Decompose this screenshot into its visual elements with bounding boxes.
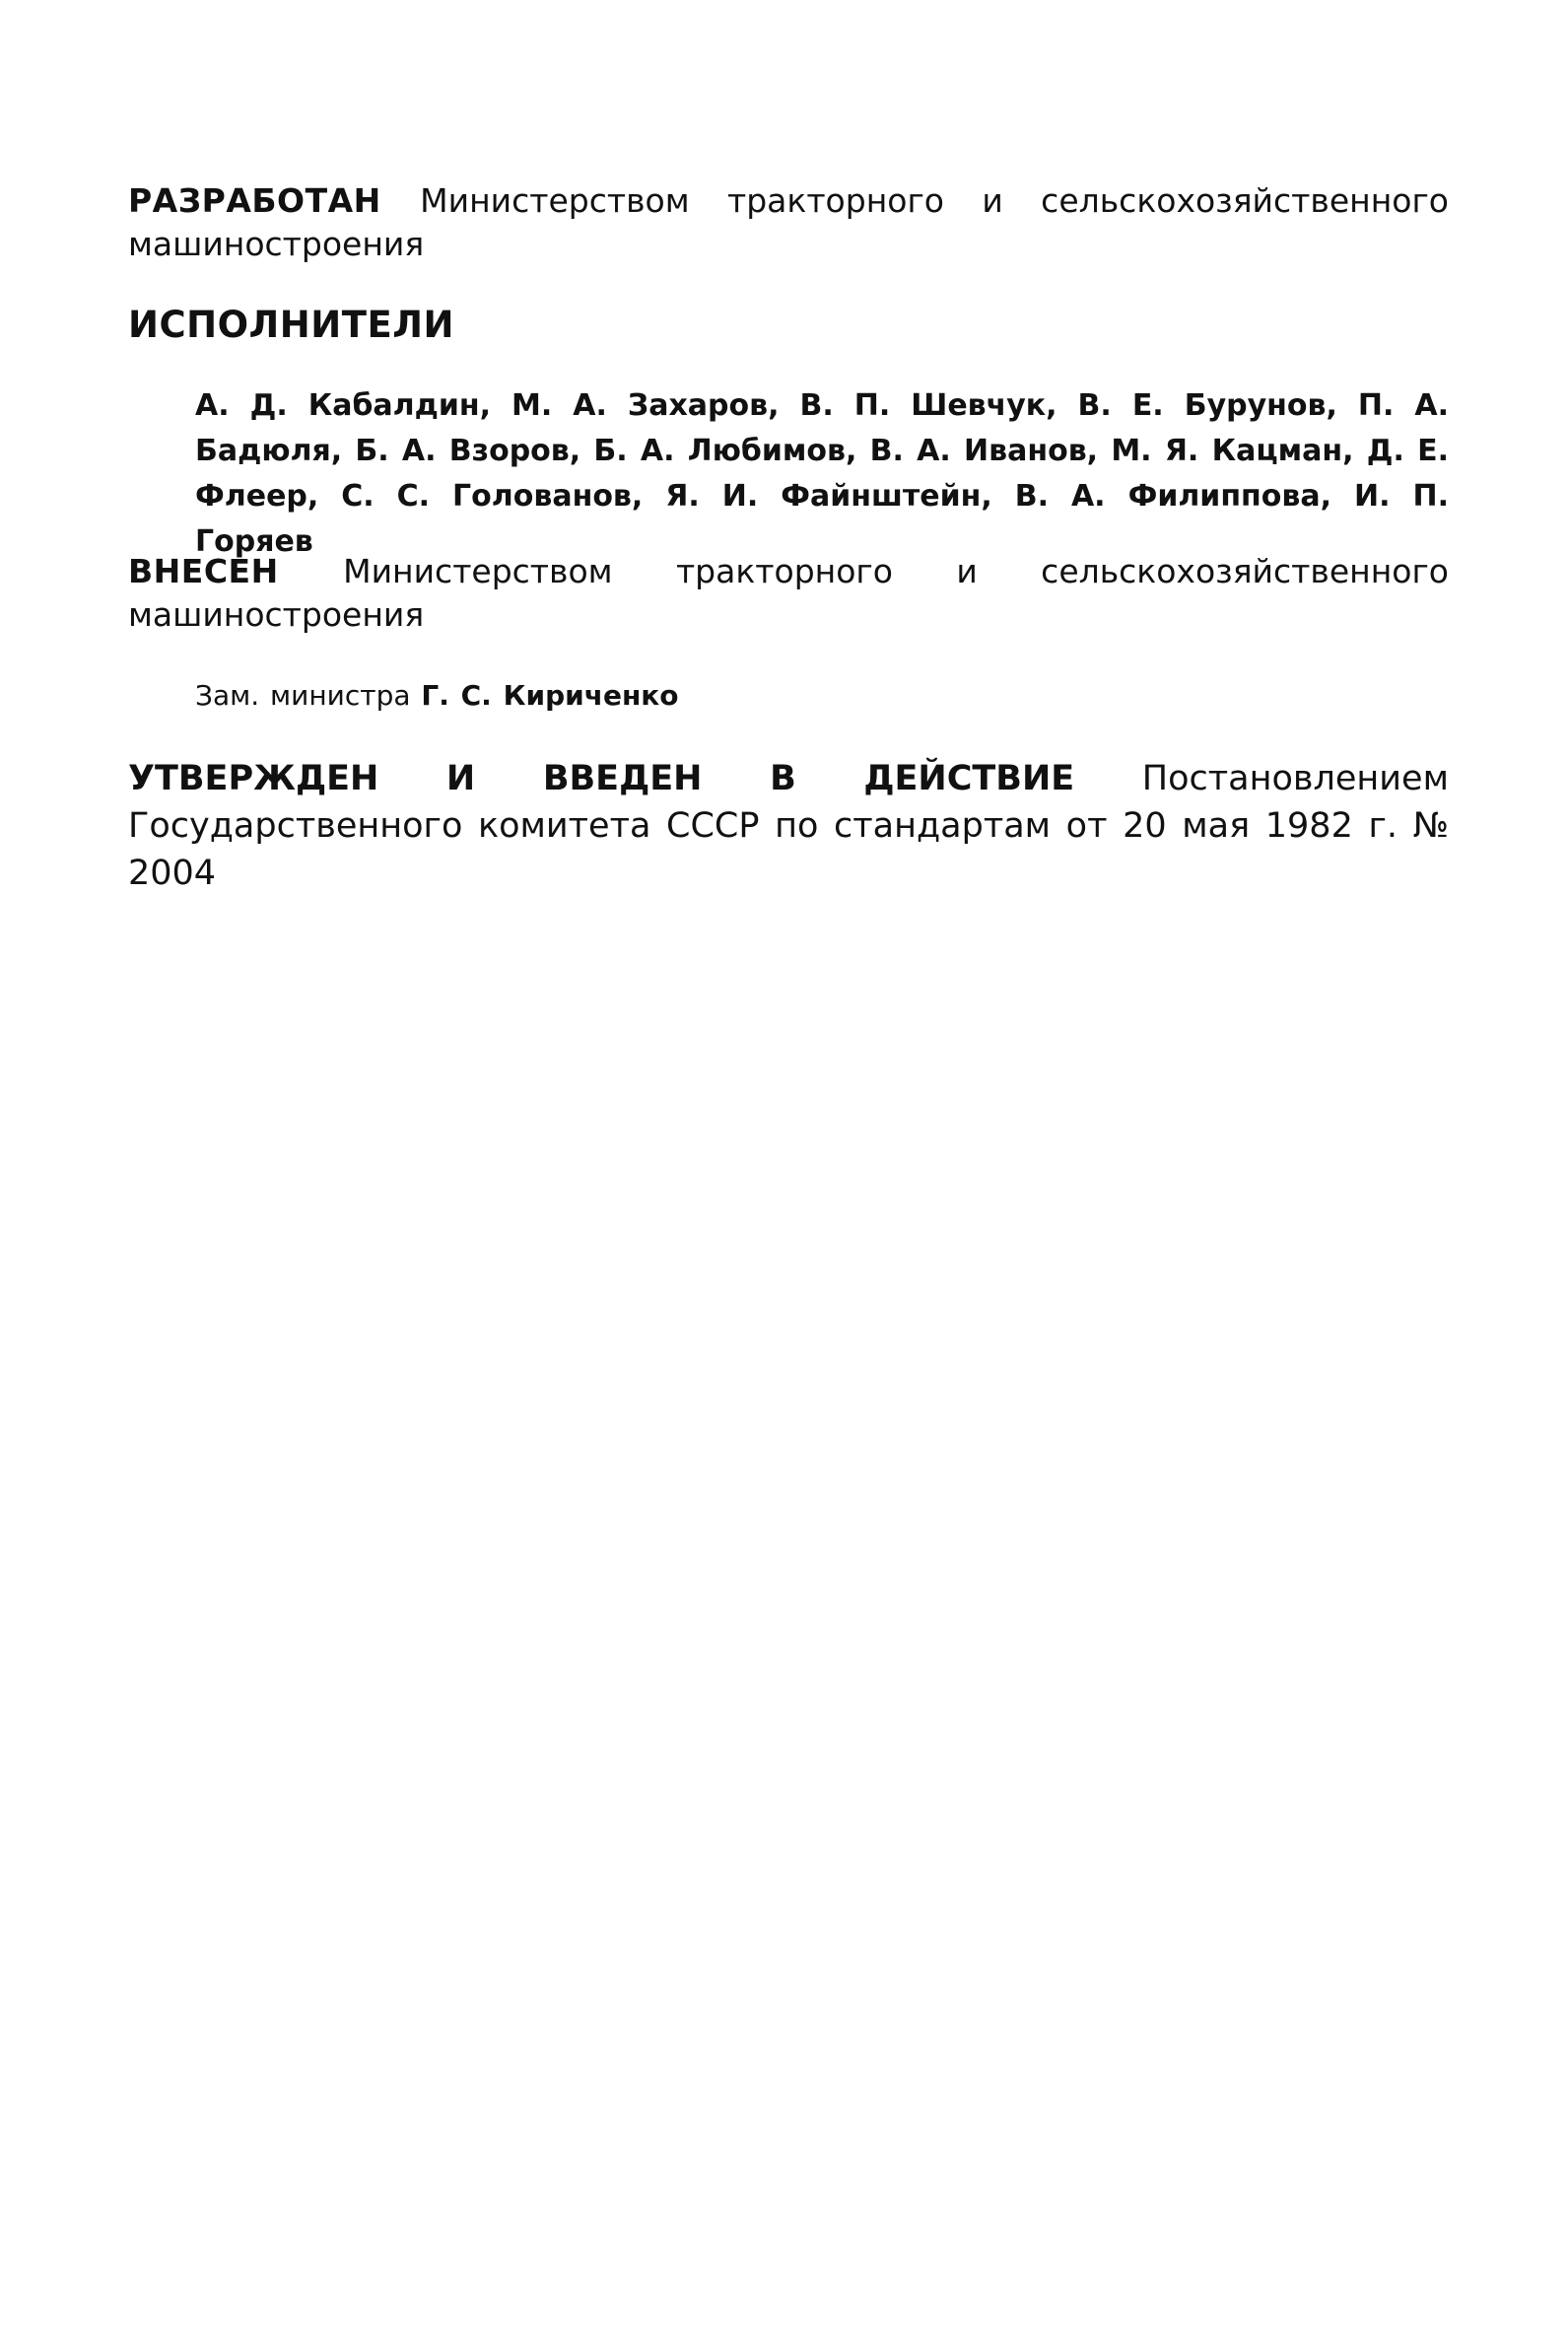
executors-names: А. Д. Кабалдин, М. А. Захаров, В. П. Шевчук, В. Е. Бурунов, П. А. Бадюля, Б. А. Взоров, Б. А. Любимов, В. А. Иванов, М. Я. Кацман, Д. Е. Флеер, С. С. Голованов, Я. И. Файнштейн, В. А. Филиппова, И. П. Горяев xyxy=(195,388,1449,559)
approved-paragraph xyxy=(128,755,1449,897)
introduced-label: ВНЕСЕН xyxy=(128,552,279,590)
executors-heading: ИСПОЛНИТЕЛИ xyxy=(128,304,454,346)
deputy-role: Зам. министра xyxy=(195,679,411,712)
developed-text: Министерством тракторного и сельскохозяйственного машиностроения xyxy=(128,181,1449,263)
approved-label: УТВЕРЖДЕН И ВВЕДЕН В ДЕЙСТВИЕ xyxy=(128,759,1075,798)
deputy-name: Г. С. Кириченко xyxy=(421,679,679,712)
approved-text: Постановлением Государственного комитета СССР по стандартам от 20 мая 1982 г. № 2004 xyxy=(128,759,1449,893)
introduced-text: Министерством тракторного и сельскохозяйственного машиностроения xyxy=(128,552,1449,634)
deputy-line xyxy=(195,676,1449,716)
developed-label: РАЗРАБОТАН xyxy=(128,181,381,220)
developed-paragraph xyxy=(128,179,1449,266)
introduced-paragraph xyxy=(128,550,1449,637)
